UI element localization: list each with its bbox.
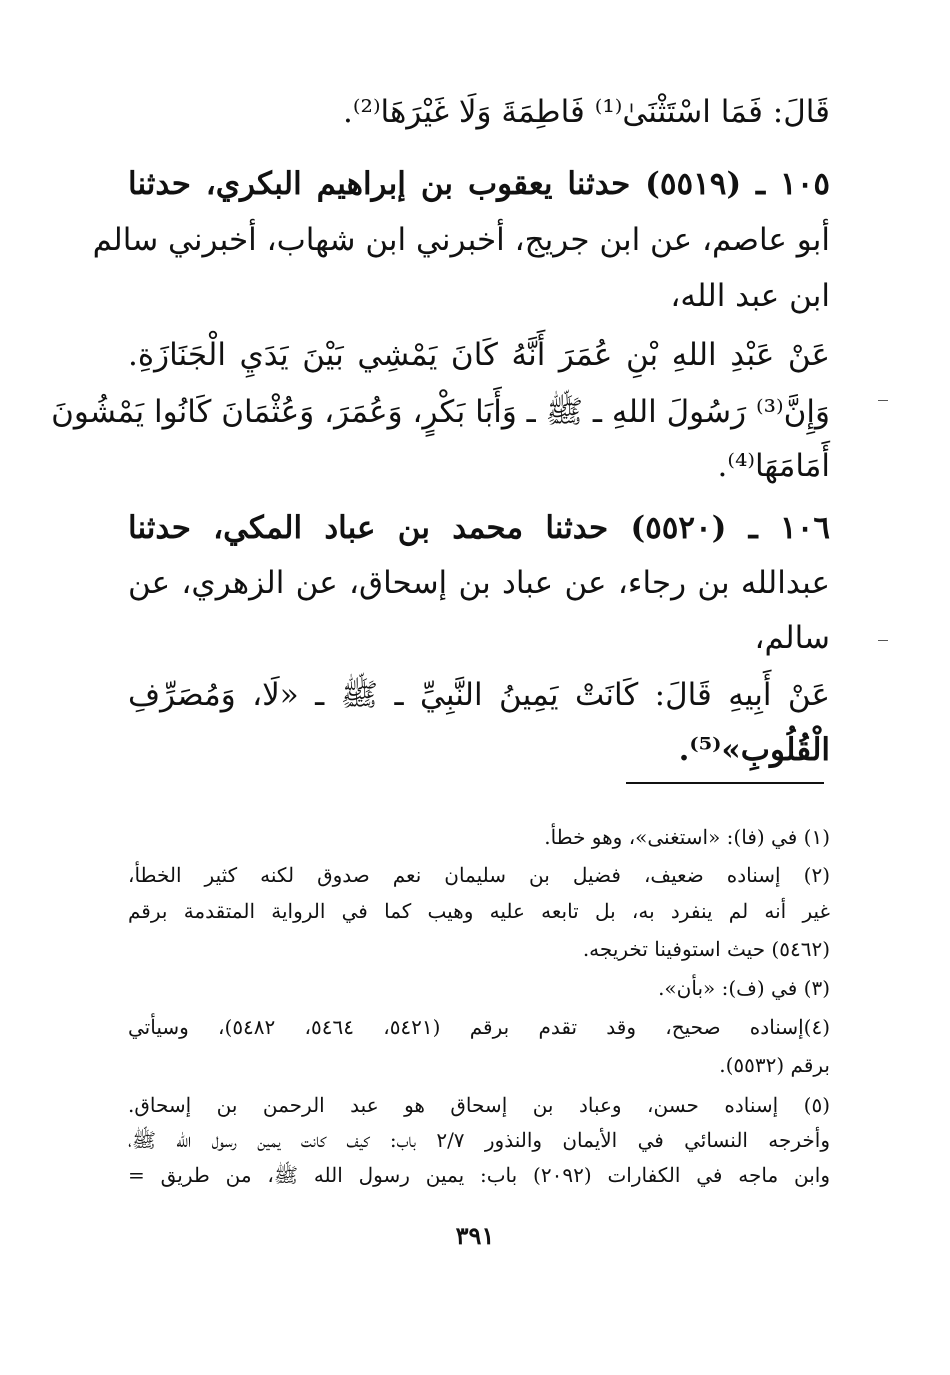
hadith-106-header-line: ١٠٦ ـ (٥٥٢٠) حدثنا محمد بن عباد المكي، حدثنا xyxy=(128,510,830,546)
footnote-line: (١) في (فا): «استغنى»، وهو خطأ. xyxy=(544,825,830,849)
hadith-matn-line: الْقُلُوبِ»⁽⁵⁾. xyxy=(678,732,830,768)
hadith-105-header-line: ١٠٥ ـ (٥٥١٩) حدثنا يعقوب بن إبراهيم البكري، حدثنا xyxy=(128,166,830,202)
hadith-matn-line: وَإِنَّ⁽³⁾ رَسُولَ اللهِ ـ ﷺ ـ وَأَبَا بَكْرٍ، وَعُمَرَ، وَعُثْمَانَ كَانُوا يَمْشُونَ xyxy=(51,394,830,430)
footnote-line: (٥٤٦٢) حيث استوفينا تخريجه. xyxy=(582,937,830,961)
hadith-matn-line: أَمَامَهَا⁽⁴⁾. xyxy=(717,448,830,484)
footnote-line: وأخرجه النسائي في الأيمان والنذور ٢/٧ باب: كيف كانت يمين رسول الله ﷺ، xyxy=(128,1128,830,1152)
hadith-matn-line: عَنْ عَبْدِ اللهِ بْنِ عُمَرَ أَنَّهُ كَانَ يَمْشِي بَيْنَ يَدَيِ الْجَنَازَةِ. xyxy=(128,337,830,373)
main-text-line: سالم، xyxy=(754,620,830,656)
footnote-line: (٢) إسناده ضعيف، فضيل بن سليمان نعم صدوق لكنه كثير الخطأ، xyxy=(128,863,830,887)
main-text-line: ابن عبد الله، xyxy=(670,278,830,314)
main-text-line: أبو عاصم، عن ابن جريج، أخبرني ابن شهاب، أخبرني سالم xyxy=(92,222,830,258)
footnote-line: غير أنه لم ينفرد به، بل تابعه عليه وهيب كما في الرواية المتقدمة برقم xyxy=(128,899,830,923)
footnote-line: (٤)إسناده صحيح، وقد تقدم برقم (٥٤٢١، ٥٤٦٤، ٥٤٨٢)، وسيأتي xyxy=(128,1015,830,1039)
footnote-separator xyxy=(626,782,824,784)
footnote-line: (٣) في (ف): «بأن». xyxy=(658,976,830,1000)
margin-mark xyxy=(878,640,888,641)
hadith-matn-line: عَنْ أَبِيهِ قَالَ: كَانَتْ يَمِينُ النَّبِيِّ ـ ﷺ ـ «لَا، وَمُصَرِّفِ xyxy=(128,677,830,713)
footnote-line: برقم (٥٥٣٢). xyxy=(719,1053,830,1077)
main-text-line: قَالَ: فَمَا اسْتَثْنَىٰ⁽¹⁾ فَاطِمَةَ وَلَا غَيْرَهَا⁽²⁾. xyxy=(343,94,830,130)
footnote-line: (٥) إسناده حسن، وعباد بن إسحاق هو عبد الرحمن بن إسحاق. xyxy=(128,1093,830,1117)
page-number: ٣٩١ xyxy=(455,1221,495,1250)
main-text-line: عبدالله بن رجاء، عن عباد بن إسحاق، عن الزهري، عن xyxy=(128,565,830,601)
footnote-line: وابن ماجه في الكفارات (٢٠٩٢) باب: يمين رسول الله ﷺ، من طريق = xyxy=(128,1163,831,1187)
margin-mark xyxy=(878,400,888,401)
